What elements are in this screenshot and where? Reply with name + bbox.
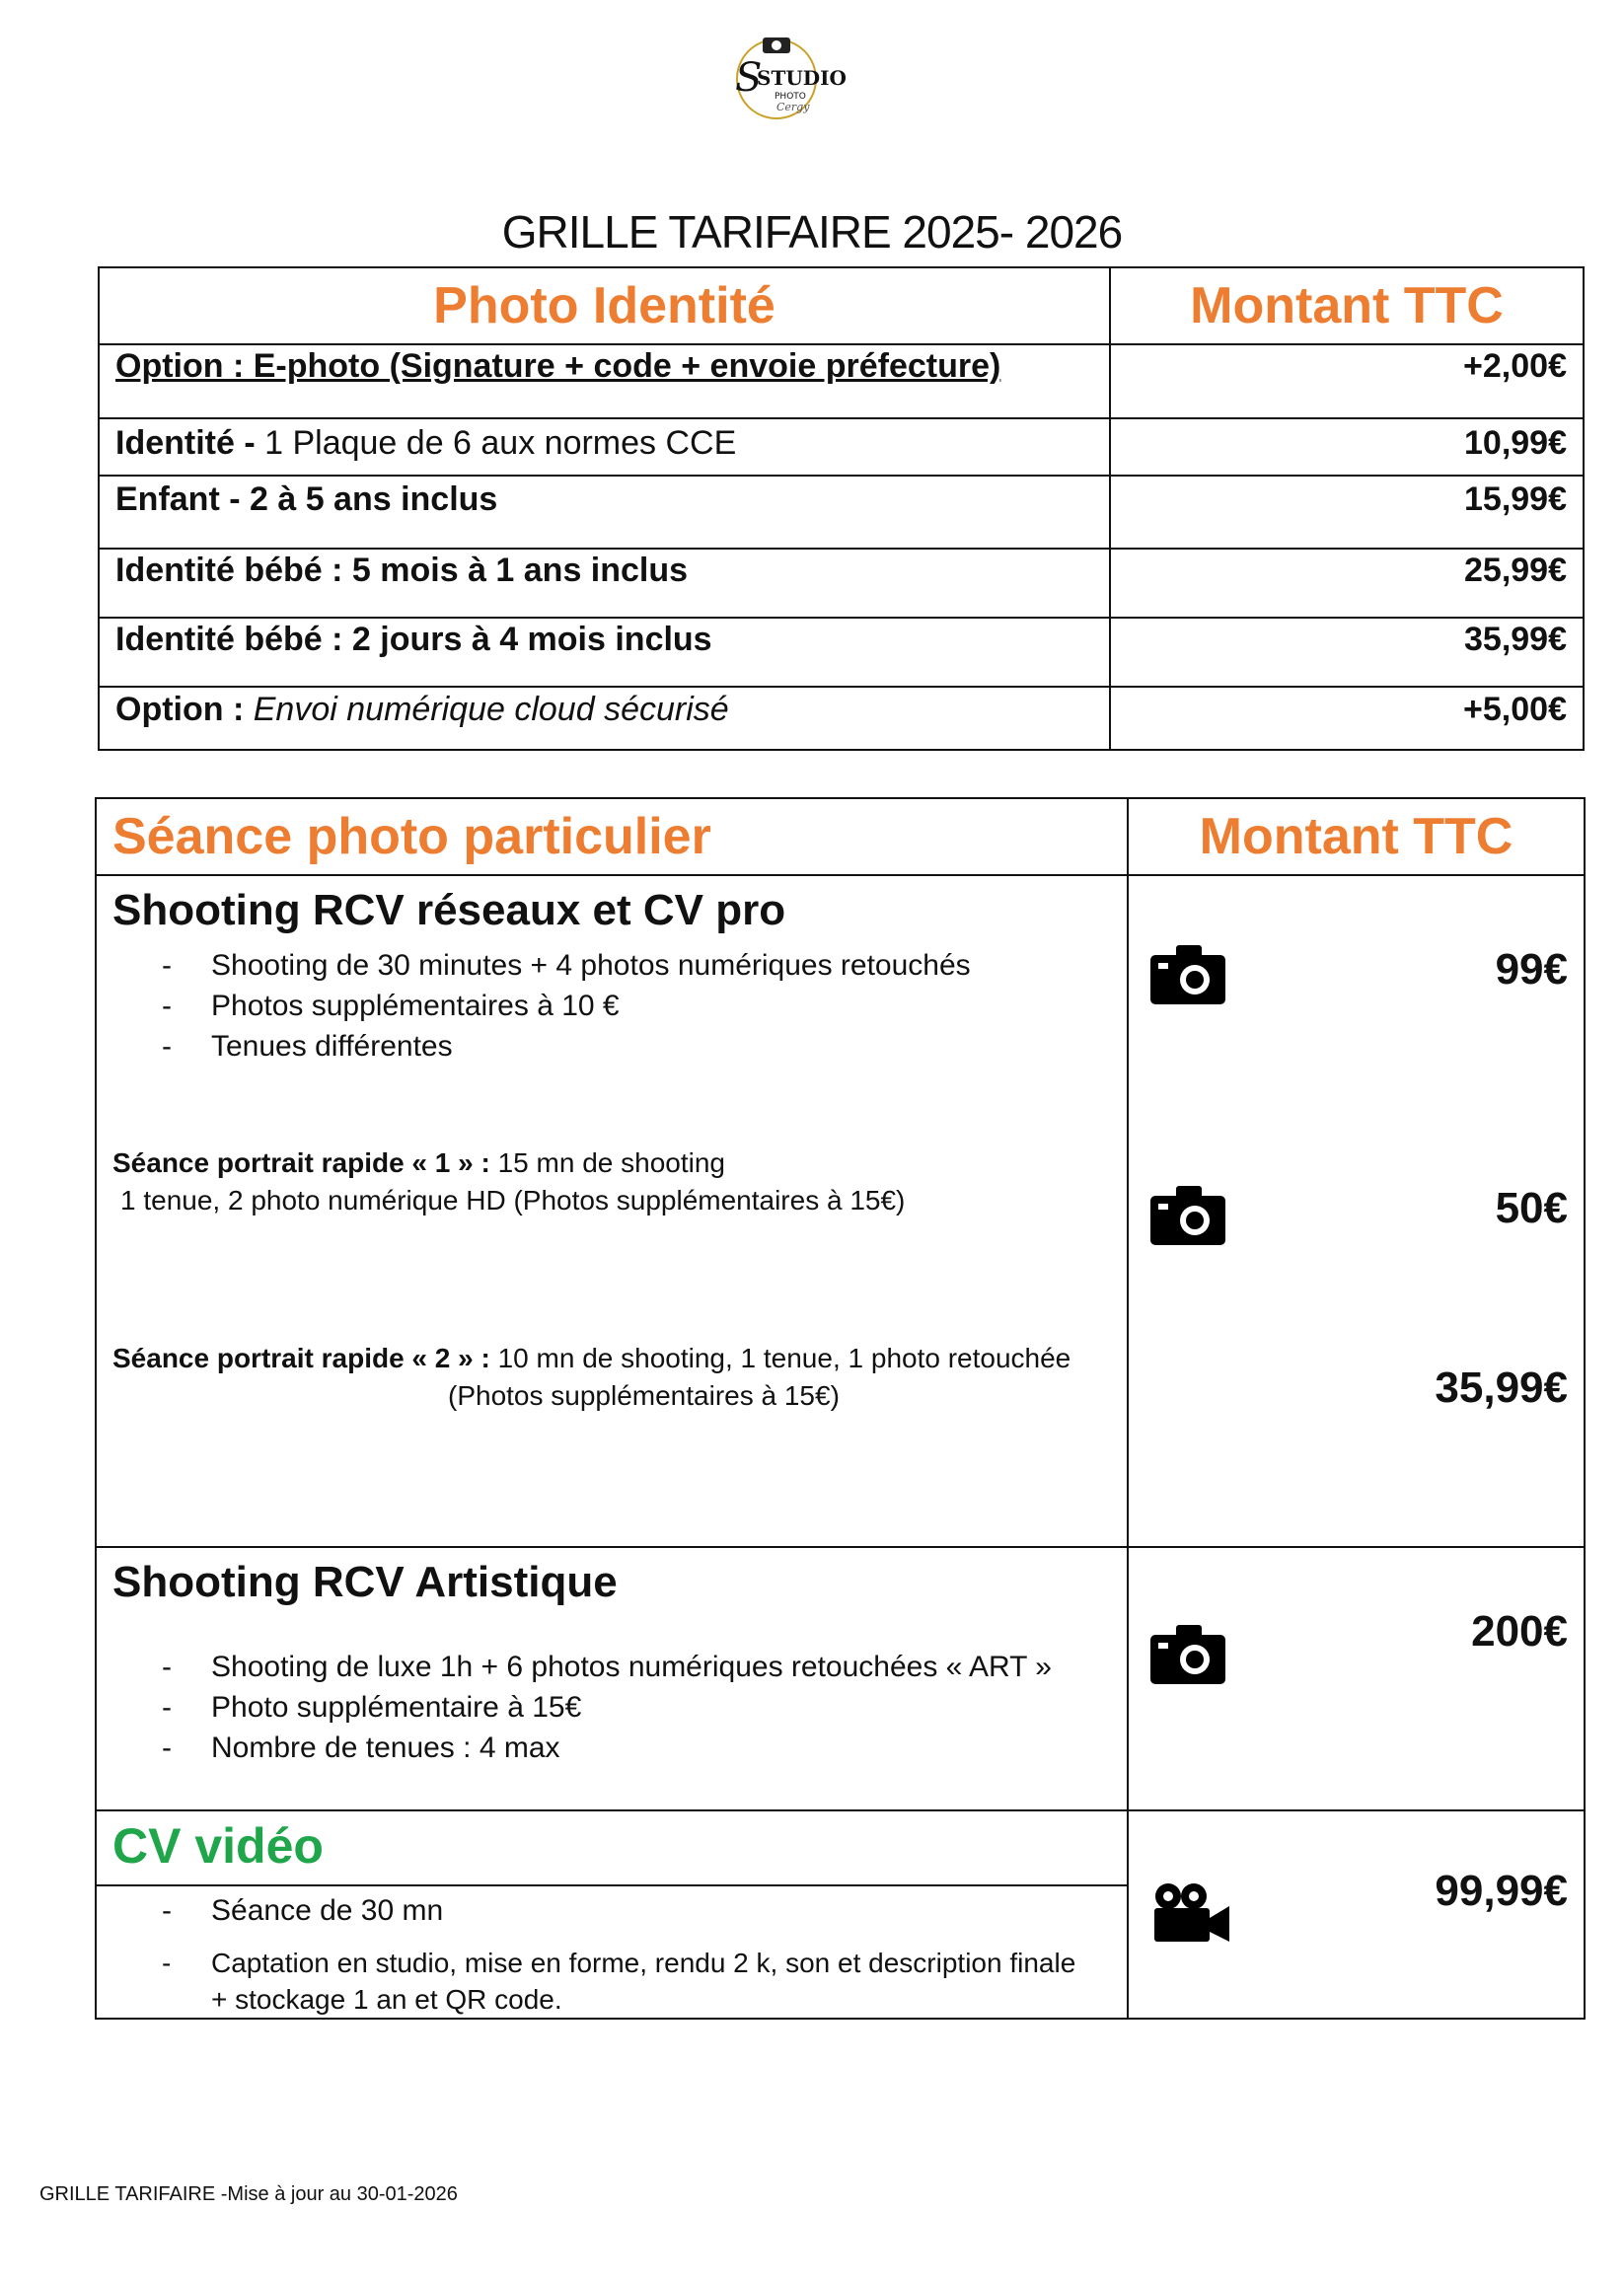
row-label-detail: 1 Plaque de 6 aux normes CCE xyxy=(264,424,737,462)
table-row xyxy=(99,687,1584,750)
artistic-details-cell xyxy=(96,1547,1128,1810)
table-row xyxy=(99,418,1584,476)
video-price-cell xyxy=(1128,1810,1585,2019)
row-label: Enfant - 2 à 5 ans inclus xyxy=(115,480,498,518)
video-details-cell xyxy=(96,1810,1128,2019)
amount-header: Montant TTC xyxy=(1110,267,1584,344)
row-price: 10,99€ xyxy=(1110,418,1584,476)
artistic-price: 200€ xyxy=(1471,1607,1568,1656)
table-row xyxy=(99,476,1584,549)
row-label: Option : E-photo (Signature + code + envoie préfecture) xyxy=(115,347,1001,385)
quick1-detail: 15 mn de shooting xyxy=(489,1147,725,1178)
quick1-title: Séance portrait rapide « 1 » : xyxy=(112,1147,490,1178)
row-price: 25,99€ xyxy=(1110,549,1584,618)
video-list xyxy=(97,1890,1127,2018)
quick2-detail: 10 mn de shooting, 1 tenue, 1 photo retouchée xyxy=(489,1343,1071,1373)
artistic-title: Shooting RCV Artistique xyxy=(112,1558,618,1606)
row-label: Identité bébé : 5 mois à 1 ans inclus xyxy=(115,552,689,589)
footer-update-note: GRILLE TARIFAIRE -Mise à jour au 30-01-2026 xyxy=(39,2183,458,2205)
identity-price-table xyxy=(98,266,1585,751)
row-label: Identité - xyxy=(115,424,265,462)
list-item: - Séance de 30 mn xyxy=(162,1890,1087,1931)
row-price: 15,99€ xyxy=(1110,476,1584,549)
artistic-list xyxy=(112,1647,1111,1768)
table-row xyxy=(99,344,1584,418)
sessions-prices-cell xyxy=(1128,875,1585,1547)
sessions-price-table xyxy=(95,797,1586,2020)
list-item: - Photos supplémentaires à 10 € xyxy=(162,986,1111,1026)
quick2-title: Séance portrait rapide « 2 » : xyxy=(112,1343,490,1373)
quick2-block xyxy=(112,1340,1109,1415)
svg-text:S: S xyxy=(735,55,763,101)
studio-logo xyxy=(725,30,847,123)
camera-icon xyxy=(1150,943,1225,1004)
list-item: - Nombre de tenues : 4 max xyxy=(162,1728,1111,1768)
row-price: +2,00€ xyxy=(1110,344,1584,418)
rcv-pro-price: 99€ xyxy=(1495,945,1568,994)
row-label: Identité bébé : 2 jours à 4 mois inclus xyxy=(115,621,712,658)
row-label-detail: Envoi numérique cloud sécurisé xyxy=(253,691,729,728)
list-item: - Shooting de luxe 1h + 6 photos numériques retouchées « ART » xyxy=(162,1647,1111,1687)
video-row xyxy=(96,1810,1585,2019)
sessions-header: Séance photo particulier xyxy=(96,798,1128,875)
quick1-price: 50€ xyxy=(1495,1184,1568,1232)
list-item: - Shooting de 30 minutes + 4 photos numériques retouchés xyxy=(162,945,1111,986)
video-camera-icon xyxy=(1150,1882,1231,1944)
row-label: Option : xyxy=(115,691,254,728)
sessions-header-row xyxy=(96,798,1585,875)
quick1-block xyxy=(112,1144,905,1219)
artistic-price-cell xyxy=(1128,1547,1585,1810)
camera-icon xyxy=(1150,1623,1225,1684)
table-row xyxy=(99,618,1584,687)
quick2-detail-2: (Photos supplémentaires à 15€) xyxy=(448,1380,840,1411)
sessions-details-cell xyxy=(96,875,1128,1547)
svg-text:Cergy: Cergy xyxy=(776,101,810,113)
list-item: - Captation en studio, mise en forme, rendu 2 k, son et description finale + stockage 1 an et QR code. xyxy=(162,1945,1087,2018)
quick1-detail-2: 1 tenue, 2 photo numérique HD (Photos supplémentaires à 15€) xyxy=(120,1185,906,1216)
sessions-block-row xyxy=(96,875,1585,1547)
svg-text:PHOTO: PHOTO xyxy=(775,92,806,102)
svg-text:STUDIO: STUDIO xyxy=(757,66,847,90)
list-item: - Tenues différentes xyxy=(162,1026,1111,1067)
table-row xyxy=(99,549,1584,618)
row-price: +5,00€ xyxy=(1110,687,1584,750)
video-title: CV vidéo xyxy=(97,1811,1127,1886)
camera-icon xyxy=(1150,1184,1225,1245)
list-item: - Photo supplémentaire à 15€ xyxy=(162,1687,1111,1728)
rcv-pro-title: Shooting RCV réseaux et CV pro xyxy=(112,886,786,934)
row-price: 35,99€ xyxy=(1110,618,1584,687)
amount-header: Montant TTC xyxy=(1128,798,1585,875)
identity-header-row xyxy=(99,267,1584,344)
studio-camera-logo-icon xyxy=(725,30,847,123)
video-price: 99,99€ xyxy=(1435,1867,1568,1915)
identity-header: Photo Identité xyxy=(99,267,1110,344)
rcv-pro-list xyxy=(112,945,1111,1067)
page-title: GRILLE TARIFAIRE 2025- 2026 xyxy=(501,206,1123,258)
quick2-price: 35,99€ xyxy=(1435,1363,1568,1412)
artistic-row xyxy=(96,1547,1585,1810)
